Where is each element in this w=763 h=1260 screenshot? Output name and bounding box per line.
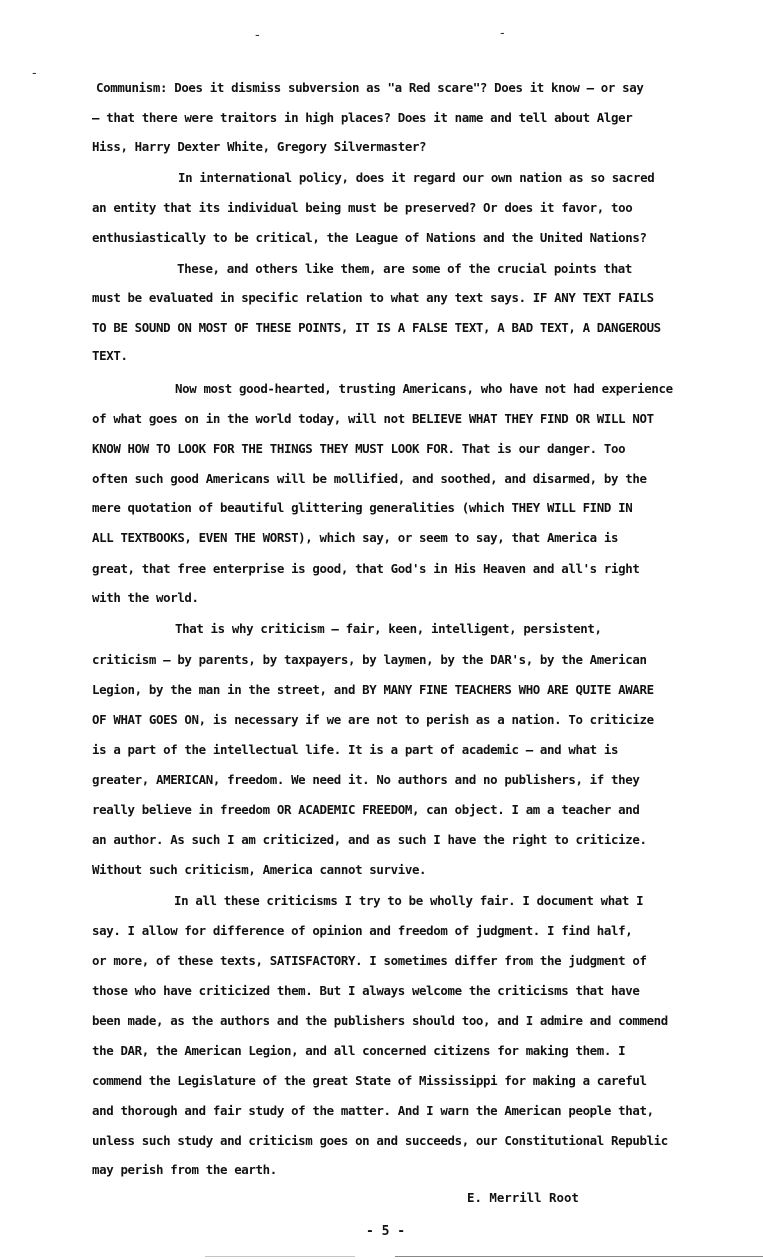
text-line: often such good Americans will be mollified, and soothed, and disarmed, by the bbox=[92, 471, 647, 486]
text-line: KNOW HOW TO LOOK FOR THE THINGS THEY MUST LOOK FOR. That is our danger. Too bbox=[92, 441, 626, 456]
text-line: TO BE SOUND ON MOST OF THESE POINTS, IT IS A FALSE TEXT, A BAD TEXT, A DANGEROUS bbox=[92, 320, 661, 335]
text-line: In international policy, does it regard our own nation as so sacred bbox=[178, 170, 655, 185]
text-line: Without such criticism, America cannot survive. bbox=[92, 862, 427, 877]
bottom-rule bbox=[205, 1256, 355, 1257]
text-line: Hiss, Harry Dexter White, Gregory Silvermaster? bbox=[92, 139, 427, 154]
text-line: criticism — by parents, by taxpayers, by laymen, by the DAR's, by the American bbox=[92, 652, 647, 667]
text-line: those who have criticized them. But I always welcome the criticisms that have bbox=[92, 983, 640, 998]
text-line: That is why criticism — fair, keen, intelligent, persistent, bbox=[175, 621, 602, 636]
margin-mark: - bbox=[32, 66, 37, 81]
text-line: — that there were traitors in high places? Does it name and tell about Alger bbox=[92, 110, 633, 125]
text-line: unless such study and criticism goes on and succeeds, our Constitutional Republic bbox=[92, 1133, 668, 1148]
text-line: These, and others like them, are some of the crucial points that bbox=[177, 261, 633, 276]
text-line: OF WHAT GOES ON, is necessary if we are not to perish as a nation. To criticize bbox=[92, 712, 654, 727]
text-line: may perish from the earth. bbox=[92, 1162, 277, 1177]
text-line: greater, AMERICAN, freedom. We need it. No authors and no publishers, if they bbox=[92, 772, 640, 787]
text-line: must be evaluated in specific relation to what any text says. IF ANY TEXT FAILS bbox=[92, 290, 654, 305]
bottom-rule bbox=[395, 1256, 763, 1257]
text-line: an author. As such I am criticized, and as such I have the right to criticize. bbox=[92, 832, 647, 847]
signature: E. Merrill Root bbox=[467, 1190, 579, 1205]
page-number: - 5 - bbox=[366, 1224, 406, 1239]
text-line: ALL TEXTBOOKS, EVEN THE WORST), which say, or seem to say, that America is bbox=[92, 530, 619, 545]
text-line: say. I allow for difference of opinion and freedom of judgment. I find half, bbox=[92, 923, 633, 938]
text-line: with the world. bbox=[92, 590, 199, 605]
text-line: Communism: Does it dismiss subversion as "a Red scare"? Does it know — or say bbox=[96, 80, 644, 95]
text-line: In all these criticisms I try to be wholly fair. I document what I bbox=[174, 893, 644, 908]
text-line: enthusiastically to be critical, the League of Nations and the United Nations? bbox=[92, 230, 647, 245]
text-line: an entity that its individual being must be preserved? Or does it favor, too bbox=[92, 200, 633, 215]
text-line: Legion, by the man in the street, and BY MANY FINE TEACHERS WHO ARE QUITE AWARE bbox=[92, 682, 654, 697]
text-line: really believe in freedom OR ACADEMIC FREEDOM, can object. I am a teacher and bbox=[92, 802, 640, 817]
text-line: great, that free enterprise is good, that God's in His Heaven and all's right bbox=[92, 561, 640, 576]
text-line: is a part of the intellectual life. It is a part of academic — and what is bbox=[92, 742, 619, 757]
text-line: or more, of these texts, SATISFACTORY. I sometimes differ from the judgment of bbox=[92, 953, 647, 968]
top-mark: - bbox=[255, 28, 260, 43]
text-line: the DAR, the American Legion, and all concerned citizens for making them. I bbox=[92, 1043, 626, 1058]
text-line: of what goes on in the world today, will not BELIEVE WHAT THEY FIND OR WILL NOT bbox=[92, 411, 654, 426]
text-line: been made, as the authors and the publishers should too, and I admire and commend bbox=[92, 1013, 668, 1028]
text-line: TEXT. bbox=[92, 348, 128, 363]
text-line: Now most good-hearted, trusting Americans, who have not had experience bbox=[175, 381, 673, 396]
text-line: mere quotation of beautiful glittering generalities (which THEY WILL FIND IN bbox=[92, 500, 633, 515]
text-line: commend the Legislature of the great State of Mississippi for making a careful bbox=[92, 1073, 647, 1088]
text-line: and thorough and fair study of the matter. And I warn the American people that, bbox=[92, 1103, 654, 1118]
top-mark: - bbox=[500, 26, 505, 41]
